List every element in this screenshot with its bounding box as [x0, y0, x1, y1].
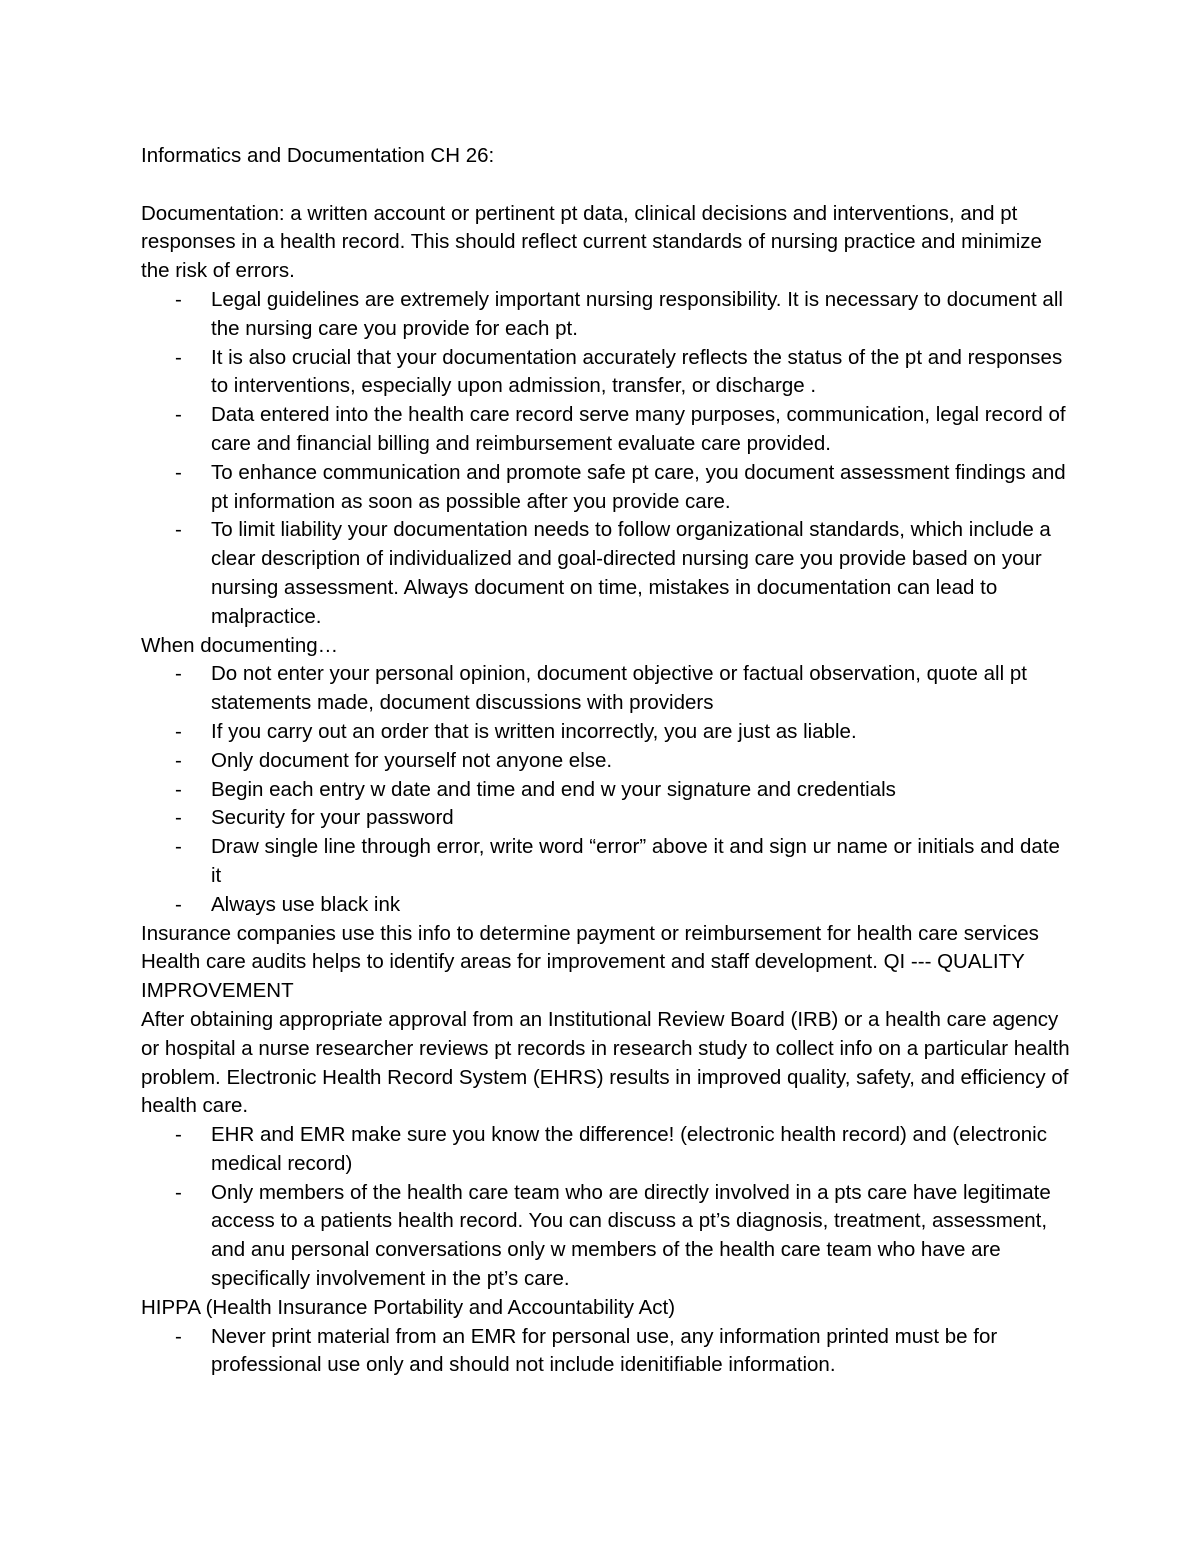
list-item: - It is also crucial that your documentation accurately reflects the status of the pt and responses to interventions, especially upon admission, transfer, or discharge .	[141, 344, 1071, 402]
when-documenting-list	[141, 660, 1071, 919]
research-paragraph: After obtaining appropriate approval from an Institutional Review Board (IRB) or a health care agency or hospital a nurse researcher reviews pt records in research study to collect info on a particular health problem. Electronic Health Record System (EHRS) results in improved quality, safety, and efficiency of health care.	[141, 1007, 1070, 1118]
list-item: - Legal guidelines are extremely important nursing responsibility. It is necessary to document all the nursing care you provide for each pt.	[141, 286, 1071, 344]
intro-bullet-list	[141, 286, 1071, 632]
list-item: - EHR and EMR make sure you know the difference! (electronic health record) and (electronic medical record)	[141, 1121, 1071, 1179]
list-item: - If you carry out an order that is written incorrectly, you are just as liable.	[141, 718, 1071, 747]
list-item: - Always use black ink	[141, 891, 1071, 920]
list-item: - Only document for yourself not anyone else.	[141, 747, 1071, 776]
list-item: - To limit liability your documentation needs to follow organizational standards, which include a clear description of individualized and goal-directed nursing care you provide based on your nursing assessment. Always document on time, mistakes in documentation can lead to malpractice.	[141, 516, 1071, 631]
list-item: - To enhance communication and promote safe pt care, you document assessment findings and pt information as soon as possible after you provide care.	[141, 459, 1071, 517]
audits-paragraph: Health care audits helps to identify areas for improvement and staff development. QI --- QUALITY IMPROVEMENT	[141, 950, 1025, 1003]
list-item: - Only members of the health care team who are directly involved in a pts care have legitimate access to a patients health record. You can discuss a pt’s diagnosis, treatment, assessment, and anu personal conversations only w members of the health care team who have are specifically involvement in the pt’s care.	[141, 1179, 1071, 1294]
list-item: - Begin each entry w date and time and end w your signature and credentials	[141, 776, 1071, 805]
hippa-heading: HIPPA (Health Insurance Portability and Accountability Act)	[141, 1295, 676, 1319]
when-documenting-heading: When documenting…	[141, 633, 339, 657]
blank-line	[141, 171, 1071, 200]
list-item: - Do not enter your personal opinion, document objective or factual observation, quote all pt statements made, document discussions with providers	[141, 660, 1071, 718]
list-item: - Data entered into the health care record serve many purposes, communication, legal record of care and financial billing and reimbursement evaluate care provided.	[141, 401, 1071, 459]
insurance-paragraph: Insurance companies use this info to determine payment or reimbursement for health care services	[141, 921, 1039, 945]
document-title: Informatics and Documentation CH 26:	[141, 144, 495, 167]
ehr-bullet-list	[141, 1121, 1071, 1294]
list-item: - Security for your password	[141, 804, 1071, 833]
list-item: - Draw single line through error, write word “error” above it and sign ur name or initials and date it	[141, 833, 1071, 891]
document-page	[141, 142, 1071, 1380]
list-item: - Never print material from an EMR for personal use, any information printed must be for professional use only and should not include idenitifiable information.	[141, 1323, 1071, 1381]
intro-paragraph: Documentation: a written account or pertinent pt data, clinical decisions and interventions, and pt responses in a health record. This should reflect current standards of nursing practice and minimize the risk of errors.	[141, 201, 1042, 283]
hippa-bullet-list	[141, 1323, 1071, 1381]
